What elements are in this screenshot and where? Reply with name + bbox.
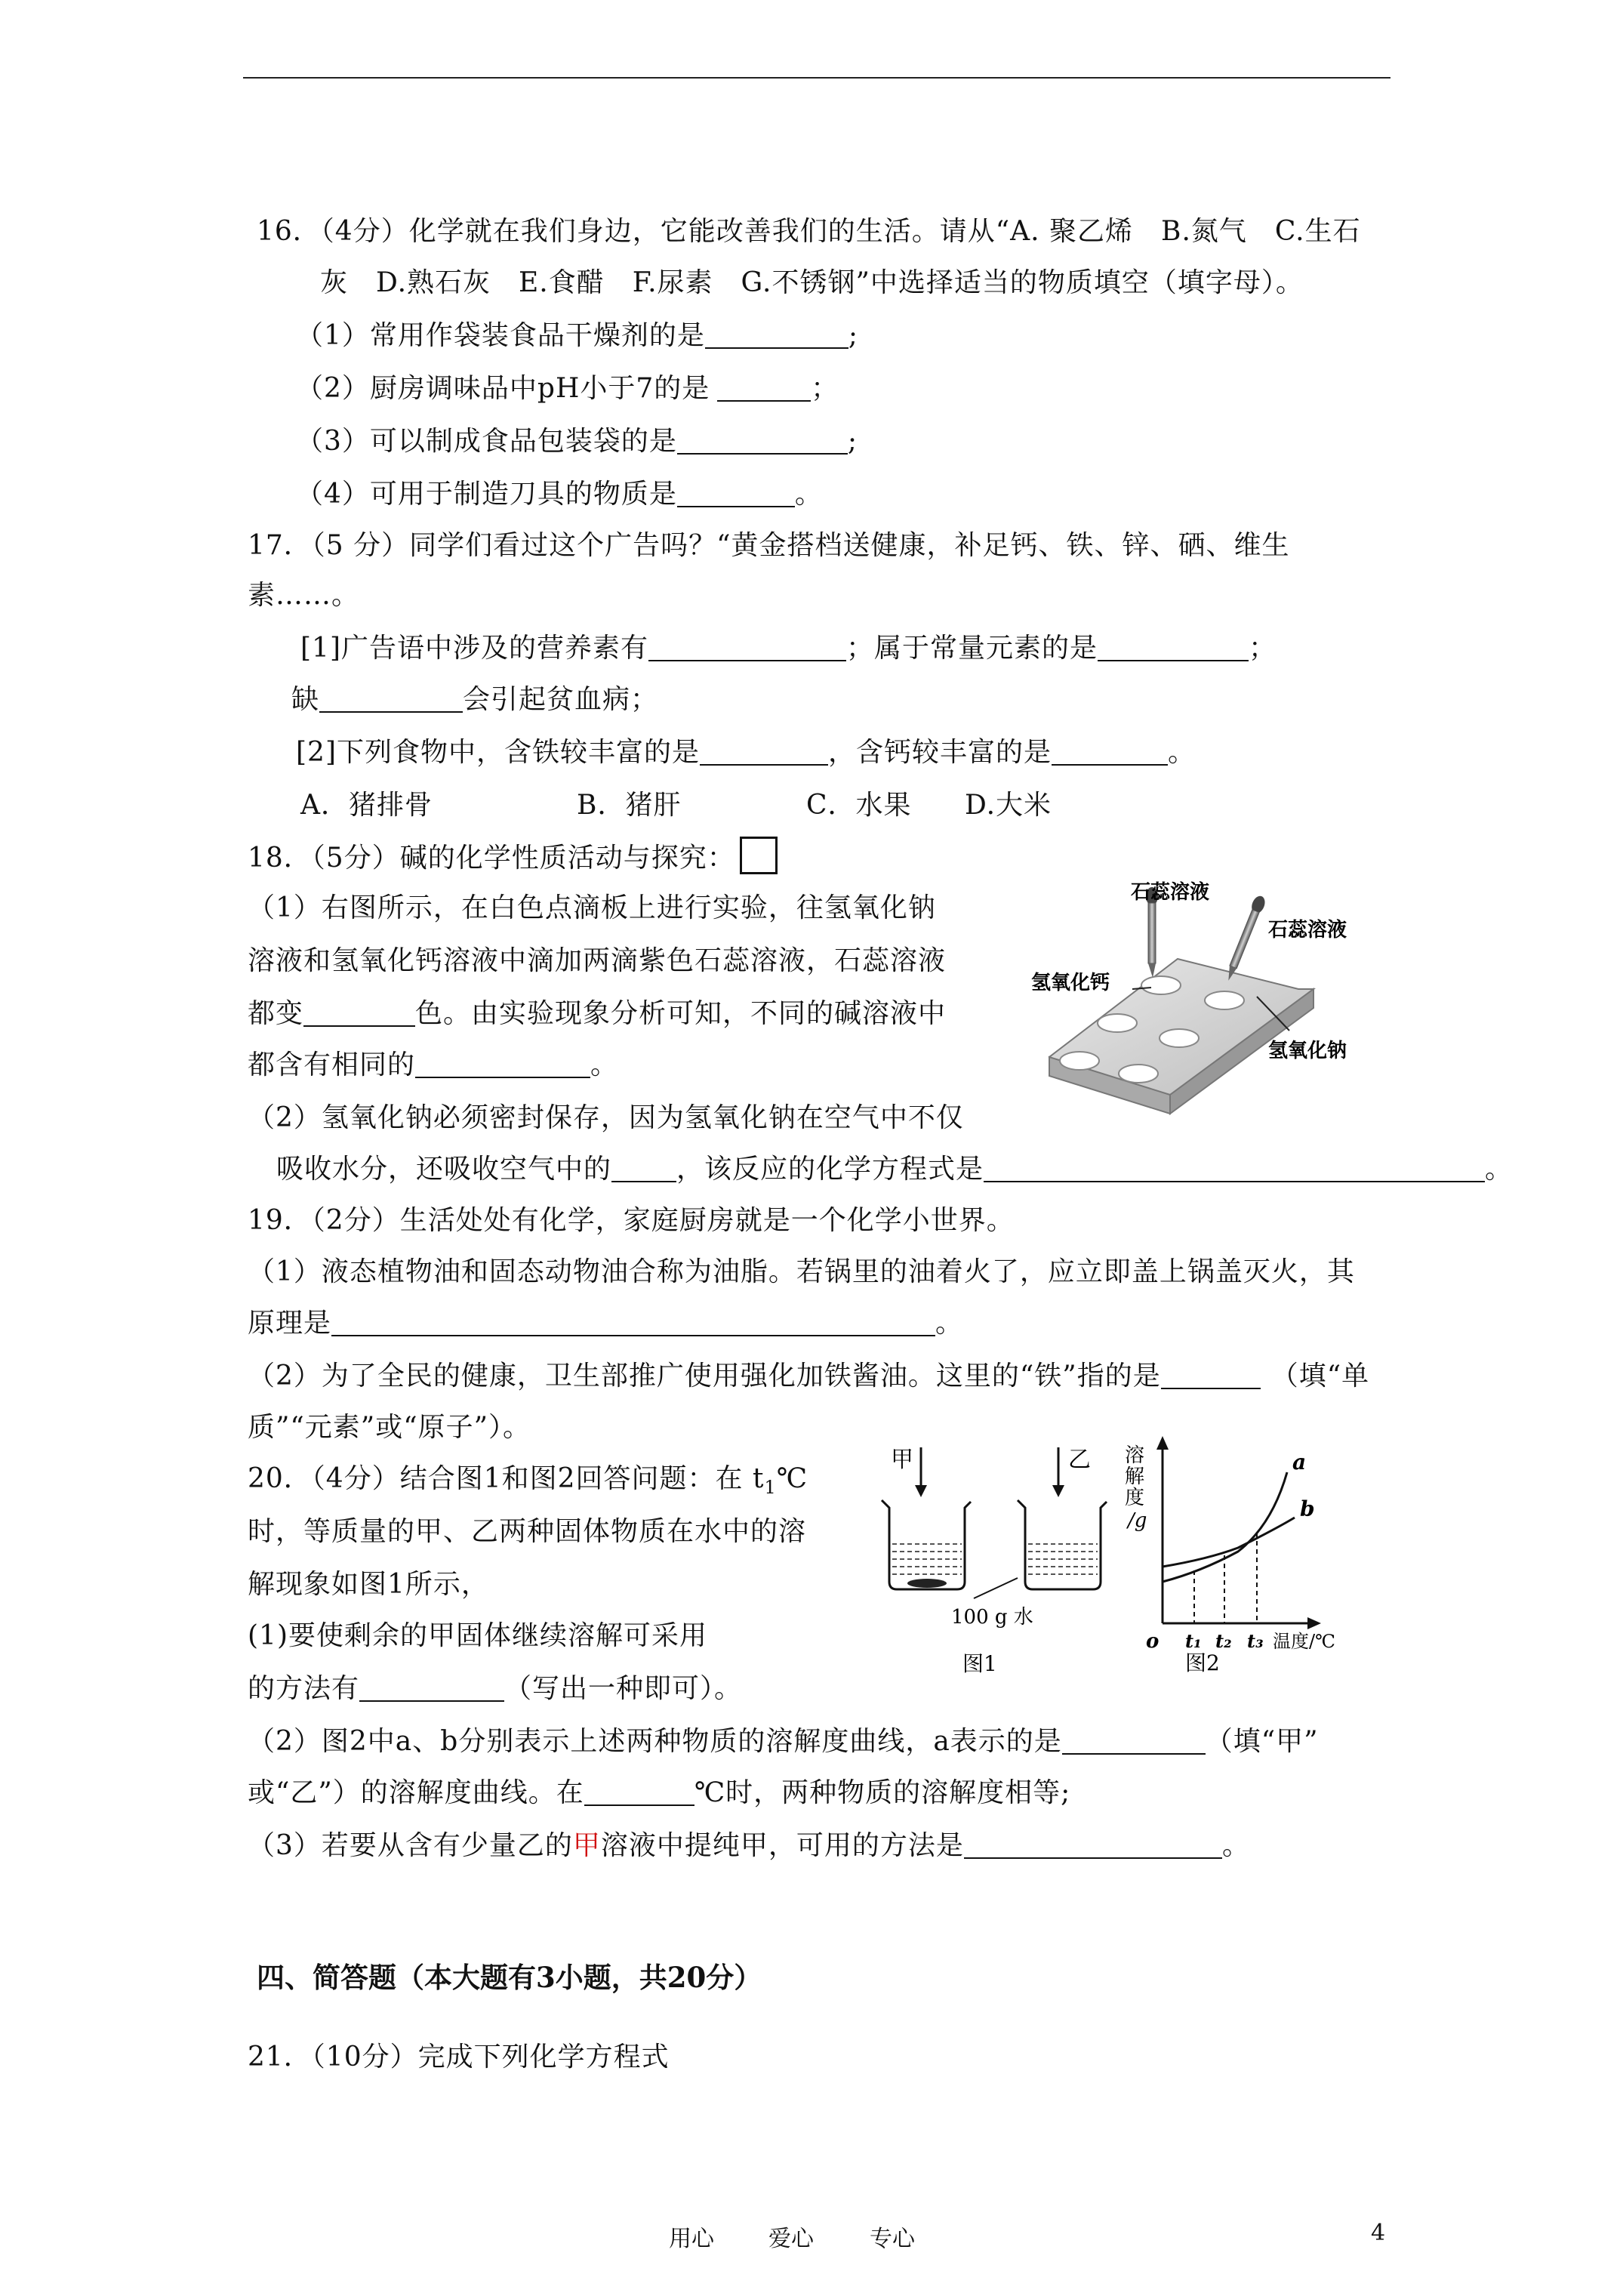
q19-title: 19．（2分）生活处处有化学，家庭厨房就是一个化学小世界。 — [248, 1205, 1015, 1236]
q20-line2: 时，等质量的甲、乙两种固体物质在水中的溶 — [248, 1516, 807, 1547]
q18-part1-a: （1）右图所示，在白色点滴板上进行实验，往氢氧化钠 — [248, 892, 936, 923]
svg-text:度: 度 — [1125, 1487, 1145, 1509]
q17-part2-text2: ，含钙较丰富的是 — [828, 737, 1052, 768]
q18-part1-f-text: 。 — [590, 1049, 619, 1080]
q18-title-text: 18．（5分）碱的化学性质活动与探究： — [248, 843, 735, 874]
q18-part2-a: （2）氢氧化钠必须密封保存，因为氢氧化钠在空气中不仅 — [248, 1102, 964, 1133]
q20-line5 — [248, 1670, 742, 1708]
q18-title — [248, 837, 778, 877]
footer-motto-3: 专心 — [870, 2226, 915, 2252]
svg-text:解: 解 — [1125, 1465, 1145, 1488]
q16-part3-end: ; — [847, 426, 858, 457]
q16-blank4[interactable] — [677, 479, 795, 507]
q17-optD: D.大米 — [965, 790, 1052, 821]
q17-part1 — [300, 630, 1277, 667]
q20-part2-a — [248, 1723, 1319, 1761]
well-6 — [1119, 1065, 1158, 1083]
q17-optA: A．猪排骨 — [300, 790, 433, 821]
figure-2-solubility-chart — [1125, 1435, 1351, 1684]
q16-line1: 16．（4分）化学就在我们身边，它能改善我们的生活。请从“A. 聚乙烯 B.氮气 C.生石 — [257, 216, 1361, 247]
fig2-tick-t3: t₃ — [1247, 1630, 1264, 1652]
q16-part4-text: （4）可用于制造刀具的物质是 — [296, 479, 677, 510]
q17-part1-que: 缺 — [291, 684, 320, 715]
beaker-yi-icon — [1018, 1500, 1107, 1589]
q16-part4 — [296, 476, 823, 513]
q20-part3-end: 。 — [1221, 1830, 1250, 1861]
label-litmus-2: 石蕊溶液 — [1268, 919, 1347, 942]
q20-line1-unit: ℃ — [776, 1463, 808, 1494]
q17-blank-iron[interactable] — [700, 737, 828, 766]
fig2-caption: 图2 — [1185, 1650, 1220, 1675]
fig2-x-label: 温度/℃ — [1273, 1631, 1335, 1652]
q18-part1-e-text: 都含有相同的 — [248, 1049, 416, 1080]
q17-part1-text2: ；属于常量元素的是 — [846, 633, 1098, 664]
q20-part2-b-text: （填“甲” — [1205, 1726, 1319, 1757]
fig2-y-label — [1125, 1444, 1147, 1532]
q20-part3-text: （3）若要从含有少量乙的 — [248, 1830, 573, 1861]
well-4 — [1160, 1029, 1199, 1047]
q19-part2-b-text: （填“单 — [1270, 1361, 1370, 1391]
q17-part1-cont — [291, 681, 658, 719]
q16-part2-text: （2）厨房调味品中pH小于7的是 — [296, 373, 710, 404]
fig2-tick-t1: t₁ — [1185, 1630, 1202, 1652]
well-3 — [1098, 1014, 1137, 1032]
q17-part1-text: [1]广告语中涉及的营养素有 — [300, 633, 648, 664]
svg-text:溶: 溶 — [1125, 1444, 1145, 1467]
q17-blank-anemia[interactable] — [319, 684, 463, 713]
q19-blank-iron[interactable] — [1161, 1361, 1261, 1389]
fig2-curve-a-label: a — [1292, 1450, 1307, 1475]
q20-blank-purify[interactable] — [964, 1830, 1222, 1859]
fig2-curve-b — [1163, 1518, 1295, 1567]
q20-blank-temp[interactable] — [584, 1777, 694, 1806]
q19-part1-b — [248, 1305, 963, 1342]
q19-part1-b-text: 原理是 — [248, 1308, 332, 1339]
well-1 — [1141, 976, 1181, 994]
section-4-title: 四、简答题（本大题有3小题，共20分） — [257, 1961, 762, 1994]
q19-part2-a — [248, 1358, 1369, 1395]
dropper-right-icon — [1222, 894, 1267, 982]
q19-part1-end: 。 — [935, 1308, 964, 1339]
footer-motto-1: 用心 — [669, 2226, 714, 2252]
q20-part2-c — [248, 1774, 1070, 1812]
q18-part2-c-text: ，该反应的化学方程式是 — [676, 1154, 984, 1185]
q16-part2 — [296, 370, 839, 408]
q20-blank-curve-a[interactable] — [1062, 1726, 1206, 1755]
q20-line1 — [248, 1460, 808, 1506]
q16-part2-end: ； — [811, 373, 839, 404]
q20-part3-text2: 溶液中提纯甲，可用的方法是 — [600, 1830, 964, 1861]
q17-blank-calcium[interactable] — [1052, 737, 1168, 766]
q17-blank-macro[interactable] — [1098, 633, 1249, 661]
q18-part2-end: 。 — [1485, 1154, 1514, 1185]
q18-blank-equation[interactable] — [984, 1154, 1485, 1182]
q17-part2 — [296, 734, 1196, 772]
q19-part2-c: 质”“元素”或“原子”）。 — [248, 1412, 531, 1443]
q16-line2: 灰 D.熟石灰 E.食醋 F.尿素 G.不锈钢”中选择适当的物质填空（填字母）。 — [320, 267, 1304, 298]
q18-part1-c-text: 都变 — [248, 998, 304, 1029]
q16-part3 — [296, 423, 858, 461]
spot-plate-figure — [1019, 876, 1397, 1117]
q18-blank-gas[interactable] — [611, 1154, 676, 1182]
fig1-label-water: 100 g 水 — [951, 1606, 1033, 1629]
undissolved-solid — [907, 1579, 947, 1588]
q18-part2-b-text: 吸收水分，还吸收空气中的 — [276, 1154, 612, 1185]
q18-part1-e — [248, 1046, 618, 1084]
header-rule — [243, 77, 1390, 79]
q18-answer-box[interactable] — [740, 837, 778, 874]
q20-part2-c-text: 或“乙”）的溶解度曲线。在 — [248, 1777, 584, 1808]
q20-line1-sub: 1 — [764, 1477, 777, 1499]
page-number: 4 — [1371, 2220, 1386, 2246]
fig2-origin: o — [1146, 1630, 1160, 1653]
q20-line1-text: 20．（4分）结合图1和图2回答问题：在 t — [248, 1463, 765, 1494]
fig2-curve-b-label: b — [1300, 1496, 1315, 1521]
q17-optB: B．猪肝 — [577, 790, 682, 821]
well-5 — [1060, 1052, 1099, 1070]
q16-part4-end: 。 — [794, 479, 823, 510]
fig1-caption: 图1 — [962, 1651, 997, 1676]
footer-motto-2: 爱心 — [768, 2226, 814, 2252]
q20-part2-a-text: （2）图2中a、b分别表示上述两种物质的溶解度曲线，a表示的是 — [248, 1726, 1062, 1757]
q18-part1-c — [248, 995, 946, 1033]
label-litmus-1: 石蕊溶液 — [1131, 881, 1210, 904]
q17-part1-anemia-text: 会引起贫血病； — [463, 684, 659, 715]
q20-line4: (1)要使剩余的甲固体继续溶解可采用 — [248, 1620, 707, 1651]
q16-blank1[interactable] — [705, 320, 848, 349]
q20-line5-end: （写出一种即可）。 — [504, 1673, 743, 1704]
q18-blank-color[interactable] — [303, 998, 415, 1027]
fig1-label-jia: 甲 — [891, 1447, 913, 1473]
q17-blank-nutrients[interactable] — [648, 633, 846, 661]
q17-optC: C．水果 — [806, 790, 912, 821]
q18-part1-d-text: 色。由实验现象分析可知，不同的碱溶液中 — [415, 998, 947, 1029]
q17-part1-end: ； — [1249, 633, 1277, 664]
q20-part3 — [248, 1827, 1250, 1865]
q17-part2-text: [2]下列食物中，含铁较丰富的是 — [296, 737, 700, 768]
q20-part3-red-word: 甲 — [572, 1830, 601, 1861]
label-calcium-hydroxide: 氢氧化钙 — [1031, 972, 1110, 994]
q18-blank-ion[interactable] — [415, 1049, 590, 1078]
fig2-tick-t2: t₂ — [1215, 1630, 1232, 1652]
q19-blank-principle[interactable] — [331, 1308, 935, 1336]
figure-1-beakers — [861, 1438, 1110, 1680]
q17-part2-end: 。 — [1168, 737, 1196, 768]
q16-part3-text: （3）可以制成食品包装袋的是 — [296, 426, 677, 457]
q16-part1 — [296, 317, 858, 355]
fig1-label-yi: 乙 — [1068, 1447, 1091, 1473]
q16-blank2[interactable] — [717, 373, 811, 402]
label-sodium-hydroxide: 氢氧化钠 — [1268, 1040, 1347, 1062]
q19-part1-a: （1）液态植物油和固态动物油合称为油脂。若锅里的油着火了，应立即盖上锅盖灭火，其 — [248, 1256, 1355, 1287]
q20-part2-d-text: ℃时，两种物质的溶解度相等; — [694, 1777, 1071, 1808]
svg-text:/g: /g — [1128, 1509, 1147, 1532]
q17-line1: 17．（5 分）同学们看过这个广告吗？“黄金搭档送健康，补足钙、铁、锌、硒、维生 — [248, 530, 1290, 561]
q18-part2-b — [276, 1151, 1513, 1188]
q21-title: 21．（10分）完成下列化学方程式 — [248, 2042, 670, 2073]
q17-line2: 素……。 — [248, 580, 360, 611]
q16-part1-end: ; — [848, 320, 859, 351]
q20-line5-text: 的方法有 — [248, 1673, 360, 1704]
q16-part1-text: （1）常用作袋装食品干燥剂的是 — [296, 320, 705, 351]
q16-blank3[interactable] — [677, 426, 848, 455]
q19-part2-a-text: （2）为了全民的健康，卫生部推广使用强化加铁酱油。这里的“铁”指的是 — [248, 1361, 1161, 1391]
well-2 — [1205, 991, 1244, 1009]
q20-blank-method[interactable] — [359, 1673, 504, 1702]
q20-line3: 解现象如图1所示， — [248, 1569, 489, 1600]
q18-part1-b: 溶液和氢氧化钙溶液中滴加两滴紫色石蕊溶液，石蕊溶液 — [248, 945, 947, 976]
beaker-jia-icon — [882, 1500, 971, 1589]
